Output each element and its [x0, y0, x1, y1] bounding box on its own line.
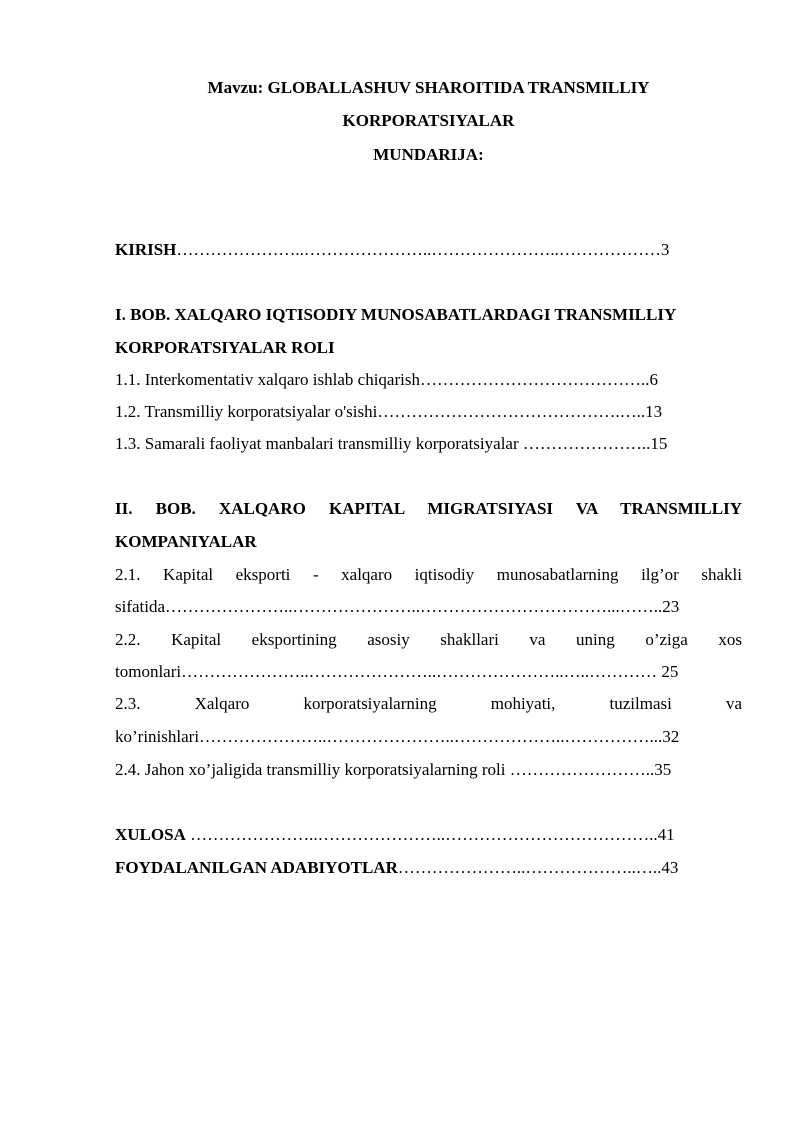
toc-entry-2-3-line2: [115, 727, 742, 747]
toc-entry-text: tomonlari…………………..…………………..…………………..…..…………: [115, 662, 662, 681]
toc-page-number: 25: [661, 662, 679, 681]
toc-entry-2-3-line1: 2.3. Xalqaro korporatsiyalarning mohiyati, tuzilmasi va: [115, 694, 742, 713]
toc-page-number: 13: [645, 402, 663, 421]
toc-page-number: 15: [650, 434, 668, 453]
toc-entry-2-1-line1: 2.1. Kapital eksporti - xalqaro iqtisodiy munosabatlarning ilg’or shakli: [115, 565, 742, 584]
chapter2-heading-line2: KOMPANIYALAR: [115, 532, 257, 551]
toc-entry-text: 1.2. Transmilliy korporatsiyalar o'sishi…………………………………….…..: [115, 402, 646, 421]
chapter1-heading-line1: I. BOB. XALQARO IQTISODIY MUNOSABATLARDAGI TRANSMILLIY: [115, 305, 677, 324]
toc-entry-1-3: [115, 434, 742, 454]
toc-entry-text: sifatida…………………..…………………..……………………………...……..: [115, 597, 663, 616]
toc-entry-conclusion: [115, 825, 742, 845]
toc-entry-2-2-line2: [115, 662, 742, 682]
toc-entry-2-1-line2: [115, 597, 742, 617]
toc-entry-text: 1.1. Interkomentativ xalqaro ishlab chiqarish…………………………………..: [115, 370, 650, 389]
toc-page-number: 23: [662, 597, 680, 616]
toc-heading: MUNDARIJA:: [373, 145, 484, 164]
document-title-line1: Mavzu: GLOBALLASHUV SHAROITIDA TRANSMILLIY: [207, 78, 650, 97]
document-title-line2: KORPORATSIYALAR: [342, 111, 515, 130]
toc-page-number: 41: [657, 825, 675, 844]
toc-entry-text: ko’rinishlari…………………..…………………..………………..……………...: [115, 727, 663, 746]
toc-leader-dots: …………………..…………………..…………………..………………: [176, 240, 661, 259]
toc-leader-dots: …………………..………………..…..: [397, 858, 662, 877]
toc-entry-1-2: [115, 402, 742, 422]
chapter2-heading-line1: II. BOB. XALQARO KAPITAL MIGRATSIYASI VA TRANSMILLIY: [115, 499, 742, 518]
toc-page-number: 43: [661, 858, 679, 877]
toc-entry-references: [115, 858, 742, 878]
toc-entry-2-4: [115, 760, 742, 780]
toc-page-number: 35: [654, 760, 672, 779]
toc-leader-dots: …………………..…………………..………………………………..: [185, 825, 658, 844]
toc-entry-label: FOYDALANILGAN ADABIYOTLAR: [115, 858, 398, 877]
toc-entry-label: KIRISH: [115, 240, 177, 259]
toc-entry-text: 2.4. Jahon xo’jaligida transmilliy korporatsiyalarning roli ……………………..: [115, 760, 655, 779]
toc-entry-2-2-line1: 2.2. Kapital eksportining asosiy shakllari va uning o’ziga xos: [115, 630, 742, 649]
toc-entry-text: 1.3. Samarali faoliyat manbalari transmilliy korporatsiyalar …………………..: [115, 434, 651, 453]
toc-page-number: 3: [660, 240, 670, 259]
toc-page-number: 6: [649, 370, 658, 389]
toc-entry-label: XULOSA: [115, 825, 186, 844]
chapter1-heading-line2: KORPORATSIYALAR ROLI: [115, 338, 335, 357]
toc-entry-intro: [115, 240, 742, 260]
toc-page-number: 32: [662, 727, 680, 746]
toc-entry-1-1: [115, 370, 742, 390]
